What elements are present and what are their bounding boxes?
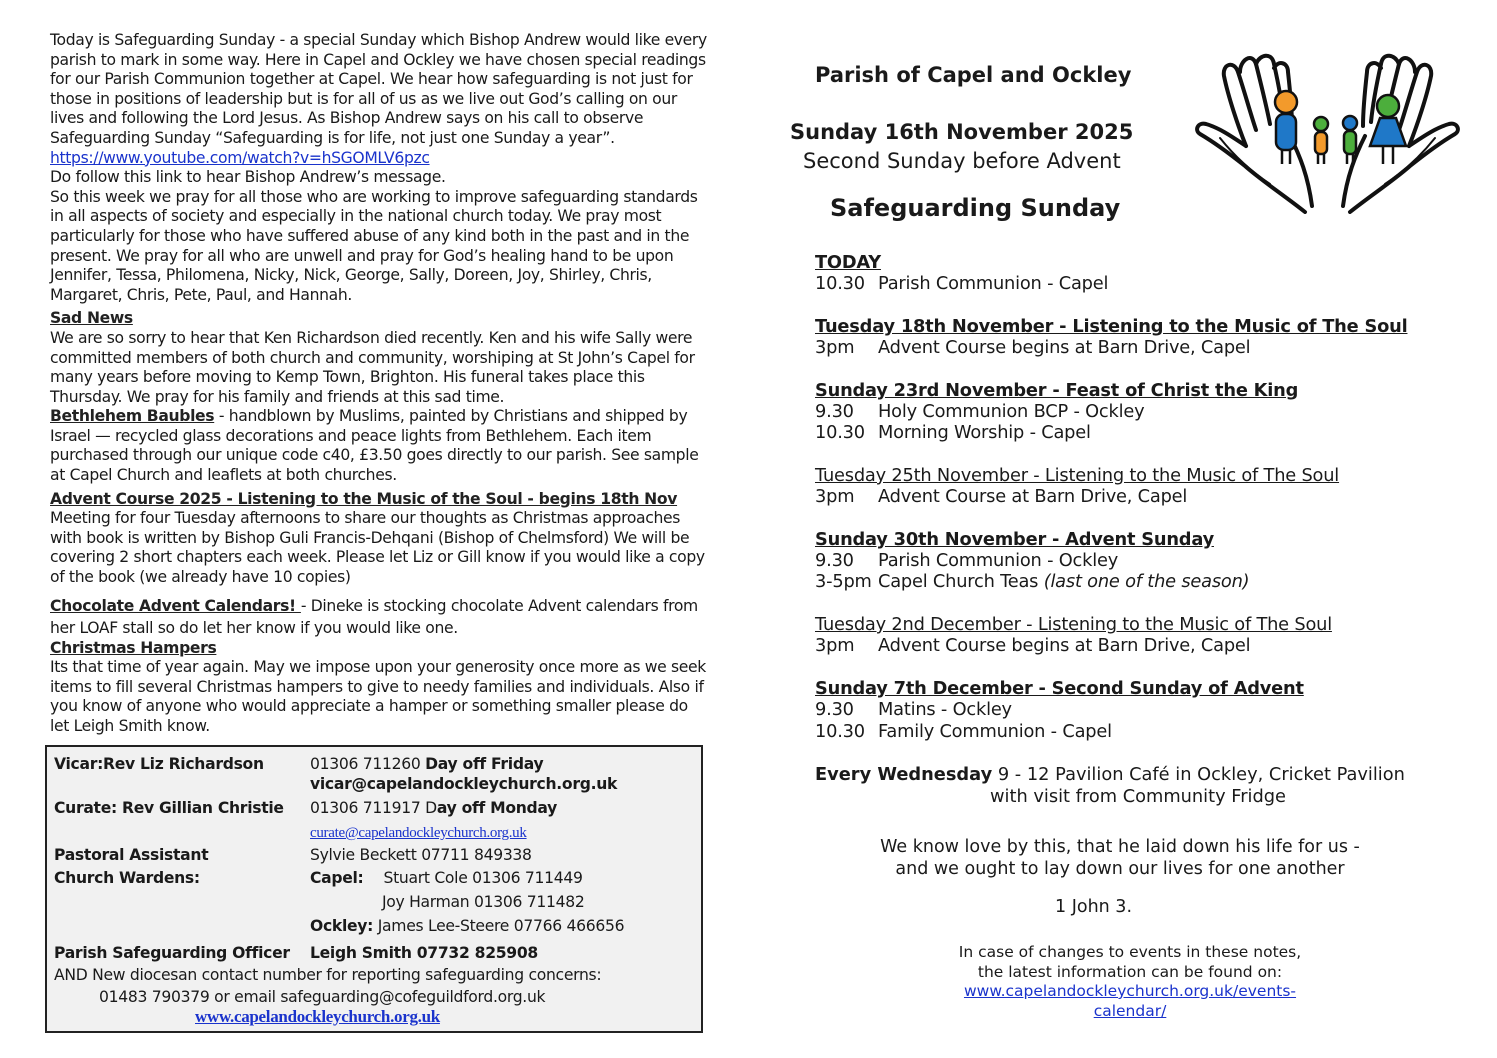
curate-dayoff: ay off Monday <box>436 799 558 817</box>
capel-wardens <box>310 869 583 887</box>
baubles-body: - handblown by Muslims, painted by Christians and shipped by Israel — recycled glass decorations and peace lights from Bethlehem. Each item purchased through our unique code c40, £3.50 goes directly to our parish. See sample at Capel Church and leaflets at both churches. <box>50 407 699 485</box>
vicar-details <box>310 755 543 773</box>
event-text: Advent Course begins at Barn Drive, Capel <box>878 337 1251 359</box>
prayer-paragraph: So this week we pray for all those who are working to improve safeguarding standards in all aspects of society and especially in the national church today. We pray most particularly for those who have suffered abuse of any kind both in the past and in the present. We pray for all who are unwell and pray for God’s healing hand to be upon Jennifer, Tessa, Philomena, Nicky, Nick, George, Sally, Doreen, Joy, Shirley, Chris, Margaret, Chris, Pete, Paul, and Hannah. <box>50 187 698 304</box>
quote-line-2: and we ought to lay down our lives for one another <box>895 859 1345 879</box>
left-column <box>50 31 710 737</box>
schedule-event <box>815 571 1415 592</box>
theme-title: Safeguarding Sunday <box>830 194 1121 222</box>
ockley-label: Ockley: <box>310 917 374 935</box>
capel-warden-2: Joy Harman 01306 711482 <box>382 893 585 911</box>
schedule-group <box>815 614 1415 657</box>
service-schedule <box>815 252 1415 763</box>
curate-email-link[interactable]: curate@capelandockleychurch.org.uk <box>310 825 527 841</box>
quote-line-1: We know love by this, that he laid down his life for us - <box>880 837 1360 857</box>
event-time: 3pm <box>815 635 855 657</box>
intro-text: Today is Safeguarding Sunday - a special Sunday which Bishop Andrew would like every parish to mark in some way. Here in Capel and Ockley we have chosen special readings for our Parish Communion together at Capel. We hear how safeguarding is not just for those in positions of leadership but is for all of us as we live out God’s calling on our lives and following the Lord Jesus. As Bishop Andrew says on his call to observe Safeguarding Sunday “Safeguarding is for life, not just one Sunday a year”. <box>50 31 707 147</box>
schedule-group <box>815 252 1415 295</box>
diocesan-line-1: AND New diocesan contact number for reporting safeguarding concerns: <box>54 966 602 984</box>
schedule-event <box>815 337 1415 358</box>
safeguarding-label: Parish Safeguarding Officer <box>54 944 290 962</box>
curate-label: Curate: Rev Gillian Christie <box>54 799 284 817</box>
schedule-event <box>815 635 1415 656</box>
event-text: Matins - Ockley <box>878 699 1012 721</box>
schedule-event <box>815 486 1415 507</box>
event-time: 3pm <box>815 337 855 359</box>
service-date: Sunday 16th November 2025 <box>790 120 1134 144</box>
schedule-event <box>815 699 1415 720</box>
curate-phone: 01306 711917 D <box>310 799 437 817</box>
quote-reference: 1 John 3. <box>1055 897 1133 917</box>
event-time: 3-5pm <box>815 571 872 593</box>
diocesan-line-2: 01483 790379 or email safeguarding@cofeguildford.org.uk <box>99 988 546 1006</box>
event-text: Parish Communion - Ockley <box>878 550 1119 572</box>
changes-line-1: In case of changes to events in these notes, <box>958 943 1302 961</box>
event-text: Family Communion - Capel <box>878 720 1112 742</box>
schedule-heading: TODAY <box>815 252 881 273</box>
pastoral-label: Pastoral Assistant <box>54 846 209 864</box>
schedule-heading: Tuesday 2nd December - Listening to the Music of The Soul <box>815 614 1332 636</box>
schedule-event <box>815 401 1415 422</box>
ockley-warden-name: James Lee-Steere 07766 466656 <box>373 917 625 935</box>
wednesday-text-2: with visit from Community Fridge <box>990 786 1286 807</box>
schedule-heading: Sunday 30th November - Advent Sunday <box>815 528 1214 550</box>
event-text: Capel Church Teas <box>878 571 1044 593</box>
wednesday-line <box>815 764 1405 785</box>
wardens-label: Church Wardens: <box>54 869 200 887</box>
schedule-heading: Sunday 23rd November - Feast of Christ the King <box>815 379 1299 401</box>
capel-label: Capel: <box>310 869 364 887</box>
curate-details <box>310 799 557 817</box>
changes-line-2: the latest information can be found on: <box>977 962 1283 981</box>
events-calendar-link[interactable]: www.capelandockleychurch.org.uk/events-calendar/ <box>963 982 1297 1020</box>
liturgical-day: Second Sunday before Advent <box>803 149 1121 173</box>
vicar-label: Vicar:Rev Liz Richardson <box>54 755 264 773</box>
event-text: Morning Worship - Capel <box>878 422 1091 444</box>
chocolate-heading: Chocolate Advent Calendars! <box>50 596 301 615</box>
schedule-group <box>815 316 1415 359</box>
event-text: Advent Course at Barn Drive, Capel <box>878 486 1188 508</box>
hands-holding-family-icon <box>1190 46 1465 214</box>
event-text: Advent Course begins at Barn Drive, Capel <box>878 635 1251 657</box>
schedule-heading: Sunday 7th December - Second Sunday of Advent <box>815 677 1304 699</box>
sad-news-heading: Sad News <box>50 309 133 328</box>
schedule-group <box>815 380 1415 444</box>
wednesday-label: Every Wednesday <box>815 764 993 785</box>
event-time: 9.30 <box>815 550 854 572</box>
event-time: 10.30 <box>815 422 865 444</box>
figure-head <box>1275 91 1297 113</box>
intro-paragraph <box>50 31 710 188</box>
vicar-dayoff: Day off Friday <box>425 755 544 773</box>
schedule-group <box>815 465 1415 508</box>
vicar-phone: 01306 711260 <box>310 755 426 773</box>
ockley-warden <box>310 917 624 935</box>
schedule-heading: Tuesday 18th November - Listening to the Music of The Soul <box>815 315 1408 337</box>
schedule-event <box>815 273 1415 294</box>
advent-heading: Advent Course 2025 - Listening to the Music of the Soul - begins 18th Nov <box>50 489 678 508</box>
sad-news-body: We are so sorry to hear that Ken Richardson died recently. Ken and his wife Sally were committed members of both church and community, worshiping at St John’s Capel for many years before moving to Kemp Town, Brighton. His funeral takes place this Thursday. We pray for his family and friends at this sad time. <box>50 328 695 406</box>
schedule-event <box>815 550 1415 571</box>
safeguarding-value: Leigh Smith 07732 825908 <box>310 944 538 962</box>
event-time: 9.30 <box>815 699 854 721</box>
changes-notice <box>940 943 1320 1021</box>
youtube-link[interactable]: https://www.youtube.com/watch?v=hSGOMLV6pzc <box>50 148 430 167</box>
event-text: Parish Communion - Capel <box>878 273 1109 295</box>
wednesday-text: 9 - 12 Pavilion Café in Ockley, Cricket Pavilion <box>992 764 1405 785</box>
parish-title: Parish of Capel and Ockley <box>815 63 1132 87</box>
event-time: 10.30 <box>815 273 865 295</box>
schedule-group <box>815 529 1415 593</box>
schedule-heading: Tuesday 25th November - Listening to the Music of The Soul <box>815 464 1340 486</box>
event-time: 3pm <box>815 486 855 508</box>
event-note: (last one of the season) <box>1043 571 1250 593</box>
contacts-box <box>45 745 703 1033</box>
bible-quote <box>860 836 1380 880</box>
schedule-event <box>815 422 1415 443</box>
advent-body: Meeting for four Tuesday afternoons to share our thoughts as Christmas approaches with book is written by Bishop Guli Francis-Dehqani (Bishop of Chelmsford) We will be covering 2 short chapters each week. Please let Liz or Gill know if you would like a copy of the book (we already have 10 copies) <box>50 509 705 587</box>
pastoral-value: Sylvie Beckett 07711 849338 <box>310 846 532 864</box>
event-time: 9.30 <box>815 401 854 423</box>
website-link[interactable]: www.capelandockleychurch.org.uk <box>195 1007 440 1026</box>
capel-warden-1: Stuart Cole 01306 711449 <box>383 869 583 887</box>
event-time: 10.30 <box>815 720 865 742</box>
intro-link-note: Do follow this link to hear Bishop Andrew’s message. <box>50 168 446 187</box>
baubles-paragraph <box>50 407 710 485</box>
chocolate-body: - Dineke is stocking chocolate Advent calendars from her LOAF stall so do let her know if you would like one. <box>50 596 698 637</box>
hampers-heading: Christmas Hampers <box>50 638 217 657</box>
event-text: Holy Communion BCP - Ockley <box>878 401 1145 423</box>
vicar-email[interactable]: vicar@capelandockleychurch.org.uk <box>310 775 618 793</box>
schedule-group <box>815 678 1415 742</box>
baubles-heading: Bethlehem Baubles <box>50 407 215 426</box>
schedule-event <box>815 721 1415 742</box>
chocolate-paragraph <box>50 595 710 639</box>
hampers-body: Its that time of year again. May we impose upon your generosity once more as we seek items to fill several Christmas hampers to give to needy families and individuals. Also if you know of anyone who would appreciate a hamper or something smaller please do let Leigh Smith know. <box>50 658 706 735</box>
